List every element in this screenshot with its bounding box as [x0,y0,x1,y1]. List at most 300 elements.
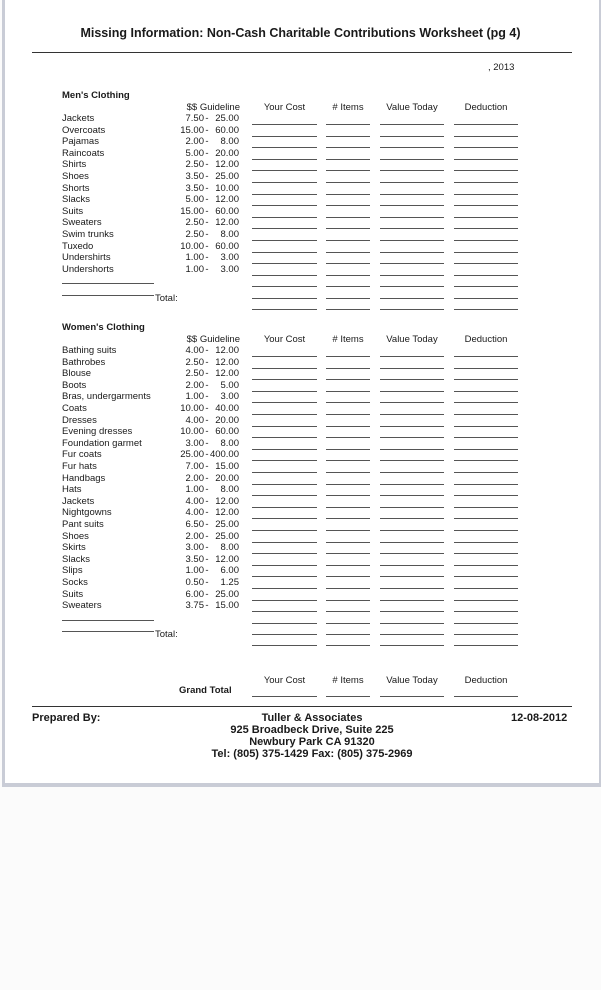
item-name: Swim trunks [62,229,114,240]
item-row-20-items-field[interactable] [326,588,370,589]
item-row-8-deduction-field[interactable] [454,449,518,450]
item-row-21-value-today-field[interactable] [380,600,444,601]
item-row-9-items-field[interactable] [326,228,370,229]
item-row-18-deduction-field[interactable] [454,565,518,566]
item-row-6-value-today-field[interactable] [380,426,444,427]
write-in-item-field[interactable] [62,620,154,621]
guideline-low: 1.00 [185,484,204,496]
item-row-19-your-cost-field[interactable] [252,576,317,577]
guideline-high: 25.00 [215,113,239,124]
item-row-10-deduction-field[interactable] [454,240,518,241]
mens-total-value-today-field[interactable] [380,309,444,310]
write-in-row-0-value-today-field[interactable] [380,623,444,624]
item-row-9-value-today-field[interactable] [380,228,444,229]
item-row-3-value-today-field[interactable] [380,159,444,160]
item-row-9-deduction-field[interactable] [454,460,518,461]
guideline-dash: - [205,565,209,577]
item-row-8-your-cost-field[interactable] [252,449,317,450]
item-row-4-deduction-field[interactable] [454,170,518,171]
item-row-17-deduction-field[interactable] [454,553,518,554]
womens-total-label: Total: [155,629,178,641]
item-row-14-value-today-field[interactable] [380,518,444,519]
item-row-15-your-cost-field[interactable] [252,530,317,531]
guideline-high: 12.00 [215,194,239,206]
item-row-0-your-cost-field[interactable] [252,124,317,125]
item-row-14-deduction-field[interactable] [454,518,518,519]
guideline-high: 12.00 [215,368,239,380]
item-row-17-your-cost-field[interactable] [252,553,317,554]
footer-divider [32,706,572,707]
mens-total-deduction-field[interactable] [454,309,518,310]
item-name: Shoes [62,530,89,542]
item-row-12-value-today-field[interactable] [380,495,444,496]
guideline-dash: - [205,495,209,507]
item-row-0-items-field[interactable] [326,356,370,357]
item-row-9-your-cost-field[interactable] [252,460,317,461]
item-name: Slacks [62,553,90,565]
item-row-18-your-cost-field[interactable] [252,565,317,566]
guideline-dash: - [205,577,209,588]
item-row-1-value-today-field[interactable] [380,368,444,369]
guideline-high: 8.00 [220,437,239,449]
item-name: Foundation garmet [62,437,142,449]
item-name: Pajamas [62,136,99,148]
write-in-row-0-deduction-field[interactable] [454,623,518,624]
guideline-low: 15.00 [180,124,204,136]
item-row-7-your-cost-field[interactable] [252,437,317,438]
item-name: Jackets [62,113,95,124]
item-row-10-your-cost-field[interactable] [252,240,317,241]
item-row-5-value-today-field[interactable] [380,414,444,415]
item-row-3-items-field[interactable] [326,391,370,392]
item-row-13-deduction-field[interactable] [454,507,518,508]
item-name: Bathrobes [62,356,106,368]
item-row-9-deduction-field[interactable] [454,228,518,229]
write-in-row-0-items-field[interactable] [326,286,370,287]
item-row-2-deduction-field[interactable] [454,379,518,380]
item-row-8-your-cost-field[interactable] [252,217,317,218]
write-in-row-1-value-today-field[interactable] [380,634,444,635]
item-name: Overcoats [62,124,106,136]
item-row-12-deduction-field[interactable] [454,495,518,496]
item-row-21-items-field[interactable] [326,600,370,601]
guideline-low: 3.50 [185,171,204,182]
item-row-11-your-cost-field[interactable] [252,252,317,253]
item-row-10-deduction-field[interactable] [454,472,518,473]
grand-total-your-cost-field[interactable] [252,696,317,697]
item-row-13-items-field[interactable] [326,507,370,508]
items-header: # Items [332,102,364,113]
guideline-low: 1.00 [185,252,204,264]
item-row-12-items-field[interactable] [326,263,370,264]
guideline-dash: - [205,472,209,484]
item-row-13-deduction-field[interactable] [454,275,518,276]
item-row-13-value-today-field[interactable] [380,275,444,276]
item-row-5-deduction-field[interactable] [454,182,518,183]
item-name: Slacks [62,194,90,206]
item-row-5-your-cost-field[interactable] [252,182,317,183]
guideline-high: 25.00 [215,171,239,182]
items-header: # Items [332,334,364,345]
item-row-1-items-field[interactable] [326,136,370,137]
item-name: Slips [62,565,83,577]
firm-name: Tuller & Associates [261,712,363,724]
item-row-11-deduction-field[interactable] [454,252,518,253]
item-row-4-your-cost-field[interactable] [252,402,317,403]
item-row-22-your-cost-field[interactable] [252,611,317,612]
item-row-16-deduction-field[interactable] [454,542,518,543]
item-row-1-deduction-field[interactable] [454,368,518,369]
item-row-14-your-cost-field[interactable] [252,518,317,519]
write-in-item-field[interactable] [62,295,154,296]
firm-address-line1: 925 Broadbeck Drive, Suite 225 [230,724,394,736]
item-row-20-value-today-field[interactable] [380,588,444,589]
guideline-dash: - [205,437,209,449]
item-row-14-items-field[interactable] [326,518,370,519]
items-header: # Items [332,675,364,686]
item-row-19-items-field[interactable] [326,576,370,577]
item-row-7-value-today-field[interactable] [380,205,444,206]
write-in-row-1-your-cost-field[interactable] [252,634,317,635]
guideline-dash: - [205,171,209,182]
item-name: Nightgowns [62,507,112,519]
item-row-13-your-cost-field[interactable] [252,507,317,508]
write-in-row-1-your-cost-field[interactable] [252,298,317,299]
guideline-low: 2.50 [185,368,204,380]
guideline-low: 3.50 [185,182,204,194]
guideline-high: 3.00 [220,391,239,403]
guideline-dash: - [205,252,209,264]
item-row-11-items-field[interactable] [326,252,370,253]
item-row-13-items-field[interactable] [326,275,370,276]
guideline-low: 5.00 [185,194,204,206]
write-in-row-1-items-field[interactable] [326,634,370,635]
item-row-4-items-field[interactable] [326,170,370,171]
item-name: Coats [62,403,87,414]
your-cost-header: Your Cost [263,334,306,345]
item-row-16-your-cost-field[interactable] [252,542,317,543]
guideline-high: 20.00 [215,472,239,484]
item-row-11-value-today-field[interactable] [380,252,444,253]
item-row-20-your-cost-field[interactable] [252,588,317,589]
guideline-high: 10.00 [215,182,239,194]
item-row-5-value-today-field[interactable] [380,182,444,183]
item-row-4-your-cost-field[interactable] [252,170,317,171]
mens-total-items-field[interactable] [326,309,370,310]
item-row-4-items-field[interactable] [326,402,370,403]
item-row-19-deduction-field[interactable] [454,576,518,577]
guideline-high: 12.00 [215,159,239,171]
header-divider [32,52,572,53]
item-row-6-value-today-field[interactable] [380,194,444,195]
item-row-7-deduction-field[interactable] [454,437,518,438]
item-row-9-your-cost-field[interactable] [252,228,317,229]
grand-total-items-field[interactable] [326,696,370,697]
item-row-7-items-field[interactable] [326,205,370,206]
guideline-high: 25.00 [215,588,239,600]
page-title: Missing Information: Non-Cash Charitable Contributions Worksheet (pg 4) [80,26,521,40]
item-row-5-items-field[interactable] [326,414,370,415]
item-row-8-items-field[interactable] [326,449,370,450]
item-row-2-your-cost-field[interactable] [252,147,317,148]
guideline-low: 0.50 [185,577,204,588]
item-row-7-your-cost-field[interactable] [252,205,317,206]
item-name: Skirts [62,542,86,554]
item-name: Undershorts [62,263,114,275]
guideline-low: 2.50 [185,159,204,171]
item-name: Blouse [62,368,92,380]
guideline-high: 60.00 [215,205,239,217]
guideline-high: 20.00 [215,414,239,426]
item-row-3-your-cost-field[interactable] [252,159,317,160]
item-row-8-items-field[interactable] [326,217,370,218]
item-row-21-deduction-field[interactable] [454,600,518,601]
item-row-16-items-field[interactable] [326,542,370,543]
item-row-7-value-today-field[interactable] [380,437,444,438]
guideline-dash: - [205,449,209,461]
guideline-low: 6.00 [185,588,204,600]
your-cost-header: Your Cost [263,675,306,686]
guideline-dash: - [205,484,209,496]
item-row-15-deduction-field[interactable] [454,530,518,531]
item-row-0-items-field[interactable] [326,124,370,125]
item-row-3-deduction-field[interactable] [454,391,518,392]
write-in-row-0-deduction-field[interactable] [454,286,518,287]
item-row-2-deduction-field[interactable] [454,147,518,148]
item-row-17-items-field[interactable] [326,553,370,554]
item-row-0-your-cost-field[interactable] [252,356,317,357]
item-row-22-value-today-field[interactable] [380,611,444,612]
item-row-9-items-field[interactable] [326,460,370,461]
guideline-dash: - [205,403,209,414]
item-row-0-value-today-field[interactable] [380,356,444,357]
guideline-high: 12.00 [215,507,239,519]
guideline-dash: - [205,368,209,380]
guideline-high: 5.00 [220,379,239,391]
item-name: Boots [62,379,87,391]
guideline-high: 8.00 [220,542,239,554]
item-row-5-items-field[interactable] [326,182,370,183]
guideline-dash: - [205,113,209,124]
item-row-12-deduction-field[interactable] [454,263,518,264]
guideline-low: 2.50 [185,229,204,240]
guideline-low: 10.00 [180,240,204,252]
item-row-5-deduction-field[interactable] [454,414,518,415]
item-row-10-items-field[interactable] [326,472,370,473]
write-in-row-1-value-today-field[interactable] [380,298,444,299]
guideline-low: 5.00 [185,147,204,159]
item-row-13-your-cost-field[interactable] [252,275,317,276]
item-row-0-deduction-field[interactable] [454,124,518,125]
item-name: Shoes [62,171,89,182]
item-row-3-deduction-field[interactable] [454,159,518,160]
guideline-header: $$ Guideline [186,334,240,345]
write-in-row-0-your-cost-field[interactable] [252,623,317,624]
guideline-high: 1.25 [220,577,239,588]
guideline-dash: - [205,240,209,252]
mens-total-your-cost-field[interactable] [252,309,317,310]
item-row-6-items-field[interactable] [326,194,370,195]
guideline-high: 8.00 [220,136,239,148]
guideline-low: 2.50 [185,217,204,229]
write-in-item-field[interactable] [62,631,154,632]
item-row-1-value-today-field[interactable] [380,136,444,137]
item-name: Sweaters [62,600,102,612]
item-row-10-value-today-field[interactable] [380,240,444,241]
item-row-1-your-cost-field[interactable] [252,368,317,369]
item-row-4-value-today-field[interactable] [380,170,444,171]
item-row-19-value-today-field[interactable] [380,576,444,577]
item-row-15-value-today-field[interactable] [380,530,444,531]
write-in-row-0-value-today-field[interactable] [380,286,444,287]
item-row-8-deduction-field[interactable] [454,217,518,218]
item-row-6-items-field[interactable] [326,426,370,427]
item-row-11-items-field[interactable] [326,484,370,485]
guideline-low: 10.00 [180,426,204,438]
guideline-high: 12.00 [215,217,239,229]
item-row-11-deduction-field[interactable] [454,484,518,485]
guideline-dash: - [205,553,209,565]
item-row-1-items-field[interactable] [326,368,370,369]
item-name: Sweaters [62,217,102,229]
write-in-row-1-items-field[interactable] [326,298,370,299]
guideline-dash: - [205,600,209,612]
write-in-item-field[interactable] [62,283,154,284]
item-name: Suits [62,205,84,217]
guideline-high: 60.00 [215,240,239,252]
guideline-dash: - [205,229,209,240]
item-row-16-value-today-field[interactable] [380,542,444,543]
item-row-11-value-today-field[interactable] [380,484,444,485]
item-row-11-your-cost-field[interactable] [252,484,317,485]
item-name: Socks [62,577,88,588]
guideline-dash: - [205,136,209,148]
item-row-20-deduction-field[interactable] [454,588,518,589]
item-row-2-value-today-field[interactable] [380,147,444,148]
item-row-0-deduction-field[interactable] [454,356,518,357]
guideline-low: 3.75 [185,600,204,612]
item-row-7-items-field[interactable] [326,437,370,438]
guideline-dash: - [205,356,209,368]
guideline-dash: - [205,194,209,206]
item-name: Shirts [62,159,87,171]
write-in-row-0-items-field[interactable] [326,623,370,624]
item-row-1-your-cost-field[interactable] [252,136,317,137]
item-row-15-items-field[interactable] [326,530,370,531]
guideline-high: 3.00 [220,263,239,275]
grand-total-deduction-field[interactable] [454,696,518,697]
guideline-high: 3.00 [220,252,239,264]
item-row-7-deduction-field[interactable] [454,205,518,206]
guideline-high: 15.00 [215,600,239,612]
item-row-12-items-field[interactable] [326,495,370,496]
womens-section-title: Women's Clothing [62,322,145,333]
item-row-17-value-today-field[interactable] [380,553,444,554]
write-in-row-1-deduction-field[interactable] [454,298,518,299]
guideline-low: 2.00 [185,472,204,484]
item-row-9-value-today-field[interactable] [380,460,444,461]
item-row-10-your-cost-field[interactable] [252,472,317,473]
guideline-high: 12.00 [215,553,239,565]
deduction-header: Deduction [464,675,508,686]
guideline-dash: - [205,588,209,600]
item-row-4-value-today-field[interactable] [380,402,444,403]
item-row-10-value-today-field[interactable] [380,472,444,473]
guideline-high: 12.00 [215,356,239,368]
item-row-3-your-cost-field[interactable] [252,391,317,392]
item-row-22-items-field[interactable] [326,611,370,612]
item-row-2-your-cost-field[interactable] [252,379,317,380]
grand-total-value-today-field[interactable] [380,696,444,697]
item-row-22-deduction-field[interactable] [454,611,518,612]
guideline-low: 3.00 [185,542,204,554]
womens-total-value-today-field[interactable] [380,645,444,646]
value-today-header: Value Today [386,102,438,113]
item-row-12-your-cost-field[interactable] [252,263,317,264]
guideline-dash: - [205,507,209,519]
guideline-low: 2.50 [185,356,204,368]
write-in-row-1-deduction-field[interactable] [454,634,518,635]
guideline-dash: - [205,542,209,554]
item-row-2-value-today-field[interactable] [380,379,444,380]
item-row-1-deduction-field[interactable] [454,136,518,137]
write-in-row-0-your-cost-field[interactable] [252,286,317,287]
item-row-0-value-today-field[interactable] [380,124,444,125]
guideline-high: 60.00 [215,426,239,438]
guideline-low: 15.00 [180,205,204,217]
item-row-8-value-today-field[interactable] [380,217,444,218]
item-name: Evening dresses [62,426,133,438]
guideline-dash: - [205,263,209,275]
guideline-dash: - [205,530,209,542]
item-row-8-value-today-field[interactable] [380,449,444,450]
item-row-6-your-cost-field[interactable] [252,194,317,195]
item-row-4-deduction-field[interactable] [454,402,518,403]
item-row-2-items-field[interactable] [326,379,370,380]
womens-total-items-field[interactable] [326,645,370,646]
item-row-10-items-field[interactable] [326,240,370,241]
deduction-header: Deduction [464,334,508,345]
item-row-21-your-cost-field[interactable] [252,600,317,601]
guideline-low: 10.00 [180,403,204,414]
guideline-low: 1.00 [185,263,204,275]
item-name: Suits [62,588,84,600]
item-row-12-value-today-field[interactable] [380,263,444,264]
item-row-6-deduction-field[interactable] [454,194,518,195]
item-row-6-your-cost-field[interactable] [252,426,317,427]
item-row-5-your-cost-field[interactable] [252,414,317,415]
mens-section-title: Men's Clothing [62,90,130,101]
item-row-18-value-today-field[interactable] [380,565,444,566]
guideline-low: 6.50 [185,519,204,530]
guideline-high: 40.00 [215,403,239,414]
item-row-6-deduction-field[interactable] [454,426,518,427]
guideline-low: 1.00 [185,391,204,403]
guideline-low: 1.00 [185,565,204,577]
item-row-3-items-field[interactable] [326,159,370,160]
value-today-header: Value Today [386,675,438,686]
womens-total-deduction-field[interactable] [454,645,518,646]
item-row-3-value-today-field[interactable] [380,391,444,392]
guideline-dash: - [205,414,209,426]
item-row-18-items-field[interactable] [326,565,370,566]
guideline-dash: - [205,182,209,194]
womens-total-your-cost-field[interactable] [252,645,317,646]
guideline-low: 7.50 [185,113,204,124]
item-row-13-value-today-field[interactable] [380,507,444,508]
item-row-12-your-cost-field[interactable] [252,495,317,496]
item-row-2-items-field[interactable] [326,147,370,148]
